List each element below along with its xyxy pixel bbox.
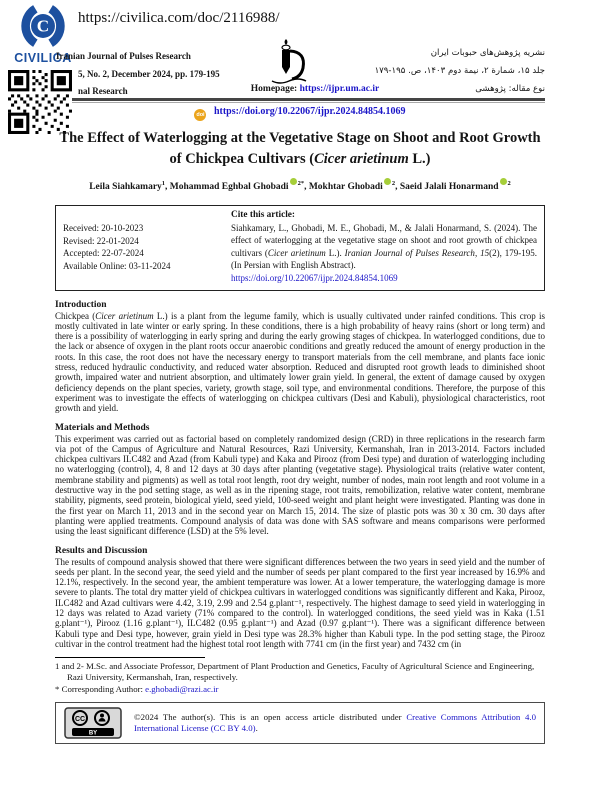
citation-species-italic: Cicer arietinum xyxy=(267,247,326,258)
author-line xyxy=(55,178,545,192)
available-online-date: Available Online: 03-11-2024 xyxy=(63,260,171,271)
author: Leila Siahkamary xyxy=(89,182,162,192)
author-separator: , xyxy=(165,182,170,192)
section-heading-introduction: Introduction xyxy=(55,299,107,310)
revised-date: Revised: 22-01-2024 xyxy=(63,235,139,246)
journal-info-fa xyxy=(325,44,545,98)
introduction-paragraph xyxy=(55,311,545,414)
footnote-rule xyxy=(55,657,205,658)
title-species-italic: Cicer arietinum xyxy=(314,151,409,167)
citation-volume-italic: 15 xyxy=(480,247,490,258)
affiliation-footnote: 1 and 2- M.Sc. and Associate Professor, Department of Plant Production and Genetics, Faculty of Agricultural Science and Engineering, Razi University, Kermanshah, Iran, respectively. xyxy=(55,661,535,683)
corresponding-label: * Corresponding Author: xyxy=(55,683,146,694)
author-affiliation-sup: 1 xyxy=(161,179,166,187)
civilica-wordmark: CIVILICA xyxy=(14,51,72,65)
methods-paragraph: This experiment was carried out as factorial based on completely randomized design (CRD) in three replications in the research farm via pot of the Campus of Agriculture and Natural Resources, Razi University, Kermanshah, Iran in 2013-2014. Factors included chickpea cultivars ILC482 and Azad (from Kabuli type) and Kaka and Pirooz (from Desi type) and duration of waterlogging including no waterlogging (control), 4, 8 and 12 days at 30 days after planting (vegetative stage). Physiological traits (relative water content, membrane stability and pigments) as well as total root length, root dry weight, number of nodes, main root length and root volume in a destructive way in the pod setting stage, as well as in the ripening stage, root traits, remobilization, relative water content, membrane stability, pigments, seed protein, biological yield, seed yield, 100-seed weight and plant height were investigated. Planting was done in the first year on March 11, 2013 and in the second year on March 15, 2014. The size of plastic pots was 30 x 30 cm. 30 days after planting were applied treatments. Compound analysis of data was done with SAS software and means comparisons were performed using the least significant difference (LSD) at the 5% level. xyxy=(55,433,545,537)
author-affiliation-sup: 2 xyxy=(391,179,396,187)
cc-by-badge-icon xyxy=(64,707,122,739)
license-text-suffix: . xyxy=(255,722,258,733)
intro-species-italic: Cicer arietinum xyxy=(95,310,154,321)
citation-doi-link[interactable]: https://doi.org/10.22067/ijpr.2024.84854.1069 xyxy=(231,272,398,283)
citation-segment: Siahkamary, L., Ghobadi, M. E., Ghobadi, M., & Jalali Honarmand, S. (2024). The effect of waterlogging at the vegetative stage on shoot and root growth of chickpea cultivars ( xyxy=(231,222,537,258)
footnote-block xyxy=(55,661,545,695)
svg-text:CC: CC xyxy=(74,715,86,723)
accepted-date: Accepted: 22-07-2024 xyxy=(63,248,144,259)
author: Saeid Jalali Honarmand xyxy=(399,182,499,192)
intro-segment: L.) is a plant from the legume family, which is usually cultivated under rainfed conditions. This crop is mostly cultivated in late winter or early spring. In these conditions, there is a high probability of heavy rains (short or long term) and there is a possibility of waterlogging in early spring and during the early growing stages of chickpea. In waterlogged conditions, due to the lack or absence of oxygen in the plant roots occur anaerobic conditions and greatly reduced the amount of energy production in the roots. In this case, the root does not have the necessary energy to transport materials from the cell membrane, and plants face ionic stress, reduced hydraulic conductivity, and reduced water absorption. Reduced and disrupted root growth leads to diminished shoot growth, impaired water and nutrient absorption, and ultimately lower grain yield. In general, the extent of damage caused by oxygen deficiency depends on the plant species, variety, growth stage, soil type, and environmental conditions. Therefore, the purpose of this experiment was to investigate the effects of waterlogging on chickpea cultivars (Desi and Kabuli), physiological characteristics, root growth and yield. xyxy=(55,310,546,414)
results-paragraph: The results of compound analysis showed that there were significant differences between the two years in seed yield and the number of seeds per plant. In the second year, the seed yield and the number of seeds per plant compared to the first year increased by 16.9% and 12.1%, respectively. In the second year, the ambient temperature was lower. At a lower temperature, the waterlogging damage is more severe to plants. The total dry matter yield of chickpea cultivars in waterlogged conditions was significantly different and Kaka, Pirooz, ILC482 and Azad cultivars were 4.42, 3.19, 2.99 and 2.54 g.plant⁻¹, respectively. The highest damage to seed yield in waterlogging in 12 days was related to Azad variety (71% compared to the control). In waterlogged conditions, the seed yield was in Kaka (1.51 g.plant⁻¹), Pirooz (1.16 g.plant⁻¹), ILC482 (0.95 g.plant⁻¹) and Azad (0.97 g.plant⁻¹). There was a significant difference between Kabuli type and Desi type, however, grain yield in Desi type was 28.3% higher than Kabuli type. In the pod setting stage, the Pirooz cultivar in the control treatment had the highest total root length with 7741 cm (in the first year) and 7432 cm (in xyxy=(55,556,545,649)
license-text-prefix: ©2024 The author(s). This is an open access article distributed under xyxy=(134,711,407,722)
citation-segment: L.). xyxy=(325,247,345,258)
svg-text:C: C xyxy=(36,16,50,36)
cite-box xyxy=(55,205,545,291)
article-title xyxy=(55,128,545,170)
article-history xyxy=(63,209,231,285)
section-heading-results: Results and Discussion xyxy=(55,545,148,556)
article-type-fa: نوع مقاله: پژوهشی xyxy=(475,84,545,94)
title-text: The Effect of Waterlogging at the Vegetative Stage on Shoot and Root Growth of Chickpea Cultivars ( xyxy=(59,130,541,167)
issue-line-en: 5, No. 2, December 2024, pp. 179-195 xyxy=(78,68,220,79)
citation-text xyxy=(231,222,537,272)
article-type-en: nal Research xyxy=(78,86,128,96)
cite-heading: Cite this article: xyxy=(231,210,296,220)
issue-line-fa: جلد ۱۵، شمارة ۲، نیمة دوم ۱۴۰۳، ص. ۱۹۵-۱۷۹ xyxy=(374,66,545,76)
homepage-link[interactable]: https://ijpr.um.ac.ir xyxy=(299,84,380,94)
corresponding-author-line xyxy=(55,684,218,694)
author-separator: , xyxy=(395,182,400,192)
title-suffix: L.) xyxy=(408,151,431,167)
orcid-icon[interactable] xyxy=(290,178,297,185)
license-link[interactable]: Creative Commons Attribution 4.0 International License (CC BY 4.0) xyxy=(134,711,536,733)
doi-icon: doi xyxy=(194,109,206,121)
license-text xyxy=(134,712,536,734)
intro-segment: Chickpea ( xyxy=(55,310,96,321)
article-content xyxy=(55,128,545,744)
author-separator: , xyxy=(304,182,309,192)
header-rule xyxy=(72,98,545,103)
journal-name-fa: نشریه پژوهش‌های حبوبات ایران xyxy=(430,48,545,58)
citation-segment: , xyxy=(474,247,481,258)
doi-link[interactable]: https://doi.org/10.22067/ijpr.2024.84854.1069 xyxy=(213,106,406,117)
orcid-icon[interactable] xyxy=(500,178,507,185)
citation-segment: (2), 179-195. (In Persian with English Abstract). xyxy=(231,247,538,271)
citation-block xyxy=(231,209,537,285)
orcid-icon[interactable] xyxy=(384,178,391,185)
author-affiliation-sup: 2* xyxy=(297,179,305,187)
received-date: Received: 20-10-2023 xyxy=(63,223,144,233)
journal-name-en: Iranian Journal of Pulses Research xyxy=(56,51,191,61)
license-box xyxy=(55,702,545,744)
doi-row xyxy=(0,106,600,121)
citation-journal-italic: Iranian Journal of Pulses Research xyxy=(344,247,475,258)
author-affiliation-sup: 2 xyxy=(507,179,511,187)
homepage-label: Homepage: xyxy=(250,84,298,94)
university-lamp-icon xyxy=(262,38,316,88)
doc-url-link[interactable]: https://civilica.com/doc/2116988/ xyxy=(78,10,280,26)
author: Mokhtar Ghobadi xyxy=(308,182,383,192)
author: Mohammad Eghbal Ghobadi xyxy=(169,182,289,192)
section-heading-methods: Materials and Methods xyxy=(55,422,150,433)
corresponding-email-link[interactable]: e.ghobadi@razi.ac.ir xyxy=(145,683,219,694)
cc-by-label: BY xyxy=(88,730,98,737)
civilica-logo-icon xyxy=(14,4,72,48)
